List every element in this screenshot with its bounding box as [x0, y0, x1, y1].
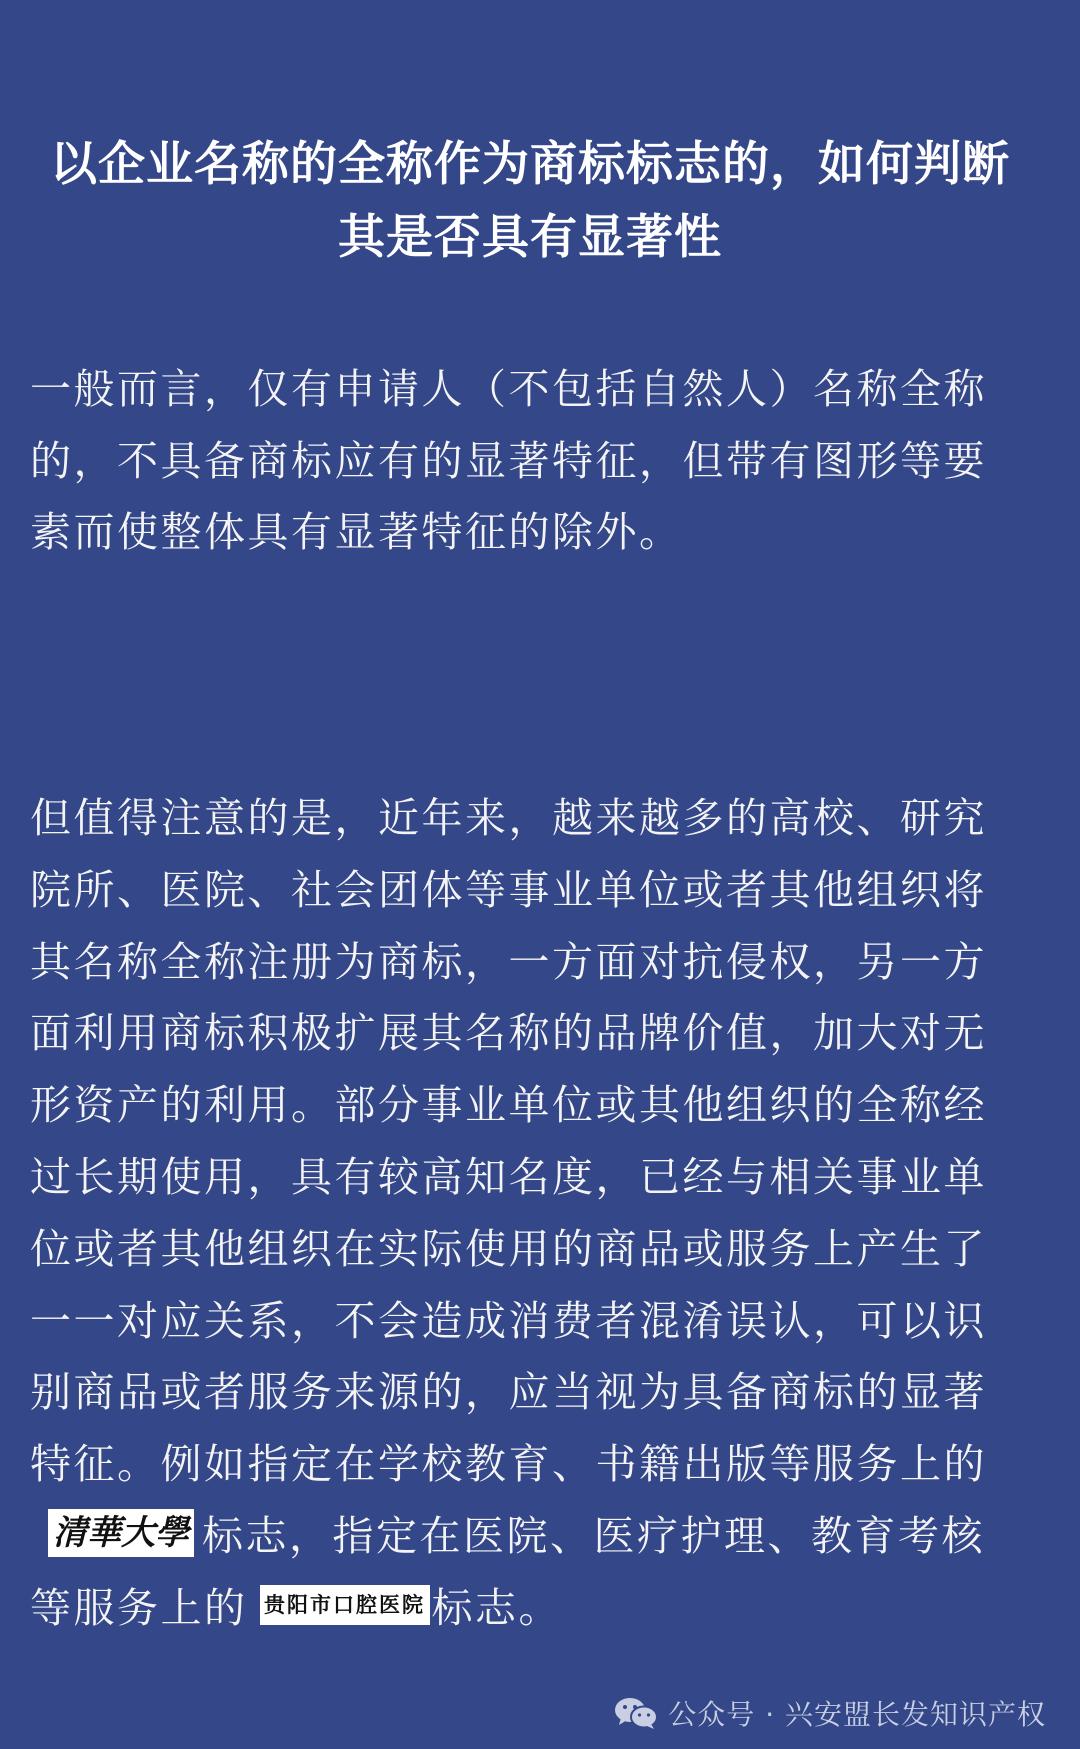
paragraph-exception	[30, 783, 1010, 1645]
paragraph-main-text: 但值得注意的是，近年来，越来越多的高校、研究院所、医院、社会团体等事业单位或者其他组织将其名称全称注册为商标，一方面对抗侵权，另一方面利用商标积极扩展其名称的品牌价值，加大对无形资产的利用。部分事业单位或其他组织的全称经过长期使用，具有较高知名度，已经与相关事业单位或者其他组织在实际使用的商品或服务上产生了一一对应关系，不会造成消费者混淆误认，可以识别商品或者服务来源的，应当视为具备商标的显著特征。例如指定在学校教育	[30, 794, 987, 1489]
watermark-footer	[614, 1693, 1046, 1733]
paragraph-text-end: 标志。	[431, 1583, 562, 1632]
title-line-1: 以企业名称的全称作为商标标志的，如何判断	[50, 137, 1010, 192]
wechat-icon	[614, 1696, 658, 1730]
title-line-2: 其是否具有显著性	[338, 210, 722, 265]
guiyang-stomatological-hospital-logo: 贵阳市口腔医院	[260, 1585, 430, 1625]
paragraph-text-between-logos: 标志，指定在医院、医疗护理、教育考核等服务上的	[30, 1511, 985, 1632]
paragraph-text-before-logo: 、书籍出版等服务上的	[552, 1440, 987, 1489]
page-title	[0, 128, 1060, 274]
tsinghua-university-logo: 清華大學	[48, 1509, 194, 1557]
footer-account-label: 公众号 · 兴安盟长发知识产权	[668, 1698, 1046, 1731]
paragraph-general-rule: 一般而言，仅有申请人（不包括自然人）名称全称的，不具备商标应有的显著特征，但带有图形等要素而使整体具有显著特征的除外。	[30, 365, 987, 556]
